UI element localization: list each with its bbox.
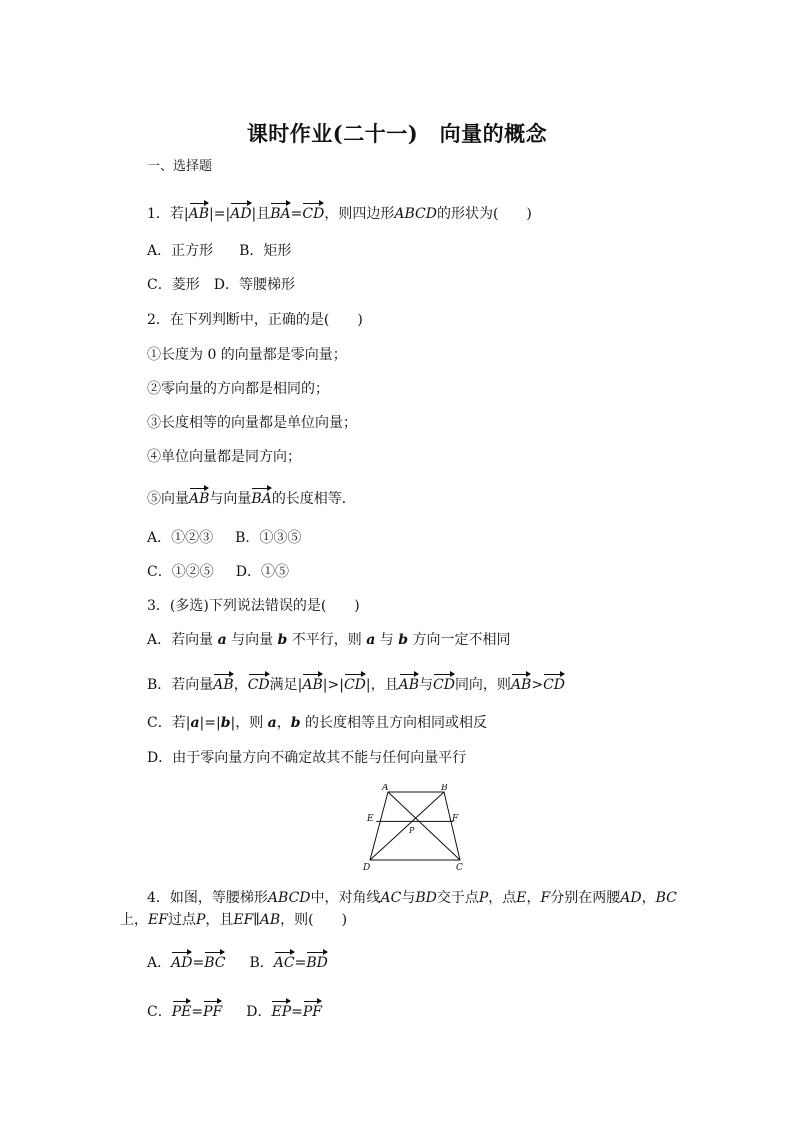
question-3-stem: 3．(多选)下列说法错误的是( ): [147, 598, 360, 614]
trapezoid-outline: [370, 792, 460, 860]
label-p: P: [409, 826, 415, 835]
label-f: F: [452, 814, 459, 824]
option-d: D．等腰梯形: [213, 277, 295, 293]
diagonal-ac: [388, 792, 460, 860]
question-3-option-a: A．若向量 a 与向量 b 不平行，则 a 与 b 方向一定不相同: [147, 632, 511, 648]
question-1-options-cd: [147, 276, 295, 294]
question-2-options-ab: [147, 529, 301, 547]
option-c: C．①②⑤: [147, 564, 214, 580]
option-a: A．①②③: [147, 530, 214, 546]
question-2-options-cd: [147, 563, 289, 581]
trapezoid-figure: [360, 784, 472, 872]
option-c: C．PE=PF: [147, 1004, 222, 1020]
option-d: D．①⑤: [235, 564, 289, 580]
statement-3: ③长度相等的向量都是单位向量；: [147, 415, 357, 431]
label-c: C: [456, 863, 463, 872]
question-2-stem: 2．在下列判断中，正确的是( ): [147, 312, 363, 328]
option-b: B．①③⑤: [235, 530, 302, 546]
option-c: C．菱形: [147, 277, 200, 293]
question-3-option-c: C．若|a|=|b|，则 a，b 的长度相等且方向相同或相反: [147, 715, 487, 731]
statement-1: ①长度为 0 的向量都是零向量；: [147, 347, 347, 363]
option-b: B．AC=BD: [249, 955, 327, 971]
question-4-options-ab: [147, 950, 328, 972]
label-a: A: [382, 784, 389, 793]
option-b: B．矩形: [239, 243, 292, 259]
label-b: B: [441, 784, 448, 793]
option-a: A．正方形: [147, 243, 214, 259]
question-1-stem: 1．若|AB|=|AD|且BA=CD，则四边形ABCD的形状为( ): [147, 201, 532, 223]
option-d: D．EP=PF: [246, 1004, 322, 1020]
diagonal-bd: [370, 792, 444, 860]
statement-4: ④单位向量都是同方向；: [147, 449, 301, 465]
label-d: D: [363, 863, 371, 872]
question-3-option-d: D．由于零向量方向不确定故其不能与任何向量平行: [147, 750, 467, 766]
question-4-options-cd: [147, 999, 322, 1021]
page-title: 课时作业(二十一) 向量的概念: [246, 121, 548, 146]
statement-2: ②零向量的方向都是相同的；: [147, 381, 329, 397]
question-4-stem-line-1: 4．如图，等腰梯形ABCD中，对角线AC与BD交于点P，点E，F分别在两腰AD，BC: [147, 890, 677, 906]
label-e: E: [367, 814, 374, 824]
question-4-stem-line-2: 上，EF过点P，且EF∥AB，则( ): [120, 912, 348, 928]
section-heading: 一、选择题: [147, 159, 213, 174]
question-1-options-ab: [147, 242, 291, 260]
option-a: A．AD=BC: [147, 955, 225, 971]
question-3-option-b: B．若向量AB，CD满足|AB|>|CD|，且AB与CD同向，则AB>CD: [147, 672, 565, 694]
statement-5: ⑤向量AB与向量BA的长度相等．: [147, 486, 356, 508]
